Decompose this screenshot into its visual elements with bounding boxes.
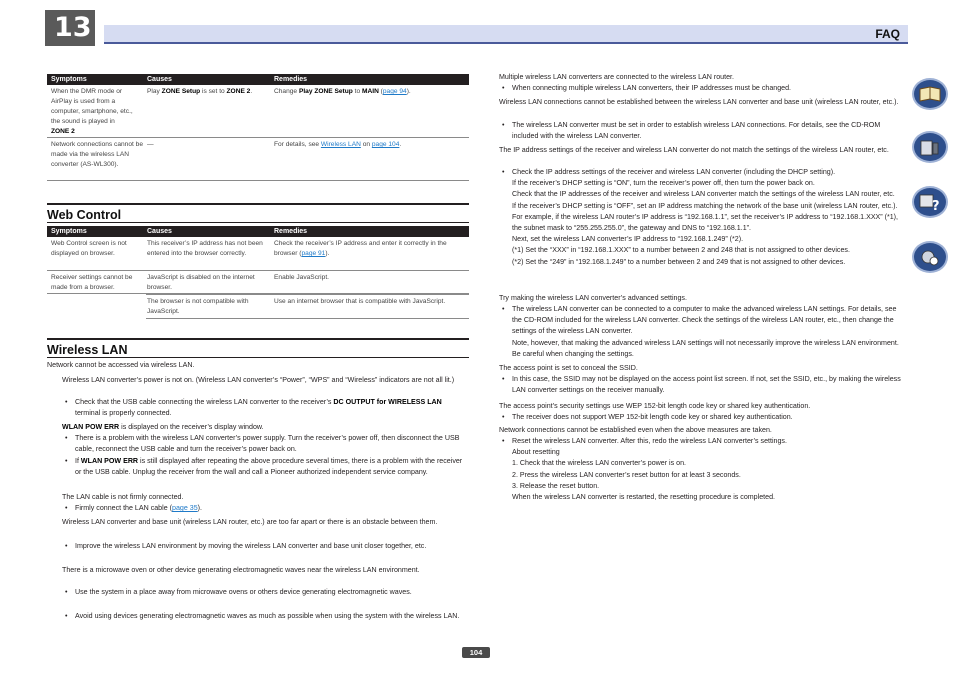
book-icon[interactable] [912, 78, 948, 110]
wlan-bullet: • In this case, the SSID may not be displayed on the access point list screen. If not, set the SSID, etc., by making the wireless LAN converter settings on the receiver manually. [512, 374, 906, 396]
header-symptoms: Symptoms [51, 76, 87, 83]
header-symptoms: Symptoms [51, 228, 87, 235]
paragraph-bold: WLAN POW ERR [62, 423, 120, 431]
wlan-bullet [512, 167, 906, 268]
bullet-line: • Check the IP address settings of the receiver and wireless LAN converter (including the DHCP setting). [512, 168, 836, 176]
table-row [146, 294, 469, 319]
remedy-text: For details, see [274, 141, 321, 148]
divider [47, 357, 469, 358]
bullet-line: • The wireless LAN converter can be connected to a computer to make the advanced wireless LAN settings. For details, see the CD-ROM included for the wireless LAN converter. Check the settings of the wireless LAN router, etc., then change the settings of the wireless LAN converter. [512, 305, 897, 336]
header-remedies: Remedies [274, 76, 308, 83]
cause-cell [147, 87, 269, 97]
bullet-line: Check that the IP addresses of the receiver and wireless LAN converter match the settings of the wireless LAN router, etc. [512, 190, 895, 199]
faq-table-network [47, 74, 469, 181]
bullet-bold: DC OUTPUT for WIRELESS LAN [333, 398, 442, 406]
page-link[interactable]: page 35 [172, 504, 198, 512]
bullet-line: If the receiver’s DHCP setting is “ON”, turn the receiver’s power off, then turn the power back on. [512, 179, 815, 188]
wireless-lan-link[interactable]: Wireless LAN [320, 141, 361, 148]
web-control-section [47, 203, 469, 223]
cause-bold: ZONE Setup [161, 88, 201, 95]
remedy-cell [274, 140, 468, 150]
bullet-text: ). [197, 504, 202, 512]
table-row [47, 271, 469, 294]
wlan-bullet [75, 456, 467, 478]
header-causes: Causes [147, 228, 172, 235]
bullet-line: 1. Check that the wireless LAN converter’s power is on. [512, 459, 687, 468]
page-link[interactable]: page 91 [301, 250, 326, 257]
header-bar [104, 25, 908, 44]
header-remedies: Remedies [274, 228, 308, 235]
page-link[interactable]: page 94 [382, 88, 407, 95]
bullet-line: When the wireless LAN converter is restarted, the resetting procedure is completed. [512, 493, 775, 502]
bullet-text: Check that the USB cable connecting the wireless LAN converter to the receiver’s [75, 398, 334, 406]
wlan-bullet [512, 304, 906, 360]
chapter-number: 13 [45, 10, 95, 46]
bullet-line: Next, set the wireless LAN converter’s IP address to “192.168.1.249” (*2). [512, 235, 744, 244]
symptom-bold: ZONE 2 [51, 128, 75, 135]
wlan-paragraph: Wireless LAN converter’s power is not on. (Wireless LAN converter’s “Power”, “WPS” and “Wireless” indicators are not all lit.) [62, 376, 455, 384]
bullet-bold: WLAN POW ERR [80, 457, 139, 465]
cause-cell: This receiver’s IP address has not been entered into the browser correctly. [147, 240, 263, 257]
wireless-lan-section [47, 338, 469, 358]
remedy-cell: Use an internet browser that is compatible with JavaScript. [274, 298, 446, 305]
section-heading: Web Control [47, 208, 122, 222]
bullet-line: If the receiver’s DHCP setting is “OFF”, set an IP address matching the network of the base unit (wireless LAN router, etc.). [512, 201, 898, 210]
remedy-text: . [399, 141, 402, 148]
table-row [47, 237, 469, 271]
bullet-line: • Reset the wireless LAN converter. After this, redo the wireless LAN converter’s settings. [512, 437, 787, 445]
wlan-bullet: • There is a problem with the wireless LAN converter’s power supply. Turn the receiver’s power off, then disconnect the USB cable, reconnect the USB cable and turn the receiver’s power back on. [75, 433, 467, 455]
remedy-text: Check the receiver’s IP address and enter it correctly in the browser ( [274, 240, 447, 257]
wlan-paragraph: The access point’s security settings use WEP 152-bit length code key or shared key authentication. [499, 402, 811, 410]
bullet-line: (*1) Set the “XXX” in “192.168.1.XXX” to a number between 2 and 248 that is not assigned to other devices. [512, 246, 850, 255]
cause-cell: — [147, 141, 154, 148]
remedy-bold: MAIN [361, 88, 379, 95]
page-number: 104 [462, 647, 490, 658]
symptom-text: When the DMR mode or AirPlay is used from a computer, smartphone, etc., the sound is played in [51, 88, 133, 125]
wlan-bullet: • When connecting multiple wireless LAN converters, their IP addresses must be changed. [512, 83, 906, 94]
wlan-bullet: • The wireless LAN converter must be set in order to establish wireless LAN connections. For details, see the CD-ROM included with the wireless LAN converter. [512, 120, 906, 142]
remedy-text: ( [378, 88, 383, 95]
symptom-cell [51, 87, 143, 137]
table-header [47, 226, 469, 237]
remedy-text: on [360, 141, 372, 148]
section-heading: Wireless LAN [47, 343, 128, 357]
settings-icon[interactable] [912, 241, 948, 273]
symptom-cell: Web Control screen is not displayed on browser. [51, 240, 127, 257]
remedy-cell: Enable JavaScript. [274, 274, 329, 281]
wlan-paragraph: Wireless LAN connections cannot be established between the wireless LAN converter and base unit (wireless LAN router, etc.). [499, 98, 899, 106]
remedy-text: ). [406, 88, 411, 95]
bullet-line: About resetting [512, 448, 560, 457]
wlan-paragraph: The access point is set to conceal the SSID. [499, 364, 638, 372]
section-title: FAQ [875, 27, 900, 41]
wlan-bullet [75, 397, 467, 419]
cause-text: is set to [200, 88, 227, 95]
cause-cell: JavaScript is disabled on the internet browser. [147, 274, 255, 291]
wlan-paragraph: There is a microwave oven or other device generating electromagnetic waves near the wireless LAN environment. [62, 566, 420, 574]
header-causes: Causes [147, 76, 172, 83]
wlan-paragraph: Try making the wireless LAN converter’s advanced settings. [499, 294, 687, 302]
remedy-bold: Play ZONE Setup [298, 88, 353, 95]
bullet-line: (*2) Set the “249” in “192.168.1.249” to a number between 2 and 249 that is not assigned to other devices. [512, 257, 846, 266]
wlan-paragraph: The IP address settings of the receiver and wireless LAN converter do not match the settings of the wireless LAN router, etc. [499, 146, 889, 154]
wlan-paragraph [62, 422, 466, 433]
wlan-paragraph: Network connections cannot be established even when the above measures are taken. [499, 426, 772, 434]
bullet-text: is still displayed after repeating the above procedure several times, there is a problem with the receiver or the USB cable. Unplug the receiver from the wall and call a Pioneer authorized independent service company. [75, 457, 463, 477]
page-link[interactable]: page 104 [371, 141, 400, 148]
wlan-bullet: • Improve the wireless LAN environment by moving the wireless LAN converter and base unit closer together, etc. [75, 541, 467, 552]
remedy-text: Change [274, 88, 299, 95]
cause-cell: The browser is not compatible with JavaScript. [147, 298, 249, 315]
bullet-line: For example, if the wireless LAN router’s IP address is “192.168.1.1”, set the receiver’s IP address to “192.168.1.XXX” (*1), the subnet mask to “255.255.255.0”, the gateway and DNS to “192.168.1.1”. [512, 212, 899, 233]
bullet-line: Note, however, that making the advanced wireless LAN settings will not necessarily improve the wireless LAN environment. Be careful when changing the settings. [512, 338, 899, 358]
wlan-paragraph: Wireless LAN converter and base unit (wireless LAN router, etc.) are too far apart or there is an obstacle between them. [62, 518, 438, 526]
cause-text: Play [147, 88, 162, 95]
cause-text: . [250, 88, 253, 95]
bullet-line: 3. Release the reset button. [512, 481, 600, 490]
remedy-text: ). [325, 250, 330, 257]
help-icon[interactable] [912, 186, 948, 218]
wlan-paragraph: The LAN cable is not firmly connected. [62, 493, 184, 501]
bullet-line: 2. Press the wireless LAN converter’s reset button for at least 3 seconds. [512, 470, 741, 479]
wlan-bullet: • The receiver does not support WEP 152-bit length code key or shared key authentication. [512, 412, 906, 423]
divider [47, 222, 469, 223]
paragraph-text: is displayed on the receiver’s display window. [119, 423, 264, 431]
wlan-bullet: • Avoid using devices generating electromagnetic waves as much as possible when using the system with the wireless LAN. [75, 611, 467, 622]
remedy-cell [274, 87, 468, 97]
svg-text:?: ? [932, 199, 940, 214]
web-control-table [47, 226, 469, 319]
wlan-paragraph: Multiple wireless LAN converters are connected to the wireless LAN router. [499, 73, 734, 81]
cause-bold: ZONE 2 [226, 88, 251, 95]
bullet-text: Firmly connect the LAN cable ( [75, 504, 172, 512]
bullet-text: terminal is properly connected. [75, 409, 172, 418]
remote-receiver-icon[interactable] [912, 131, 948, 163]
wlan-bullet [75, 503, 467, 514]
symptom-cell: Receiver settings cannot be made from a browser. [51, 274, 133, 291]
bullet-text: If [75, 457, 81, 465]
remedy-text: to [352, 88, 362, 95]
table-row [47, 85, 469, 138]
table-row [47, 138, 469, 181]
symptom-cell: Network connections cannot be made via the wireless LAN converter (AS-WL300). [51, 141, 144, 168]
wlan-bullet: • Use the system in a place away from microwave ovens or others device generating electromagnetic waves. [75, 587, 467, 598]
wlan-intro: Network cannot be accessed via wireless LAN. [47, 361, 195, 369]
table-header [47, 74, 469, 85]
wlan-bullet [512, 436, 906, 503]
remedy-cell [274, 239, 468, 259]
